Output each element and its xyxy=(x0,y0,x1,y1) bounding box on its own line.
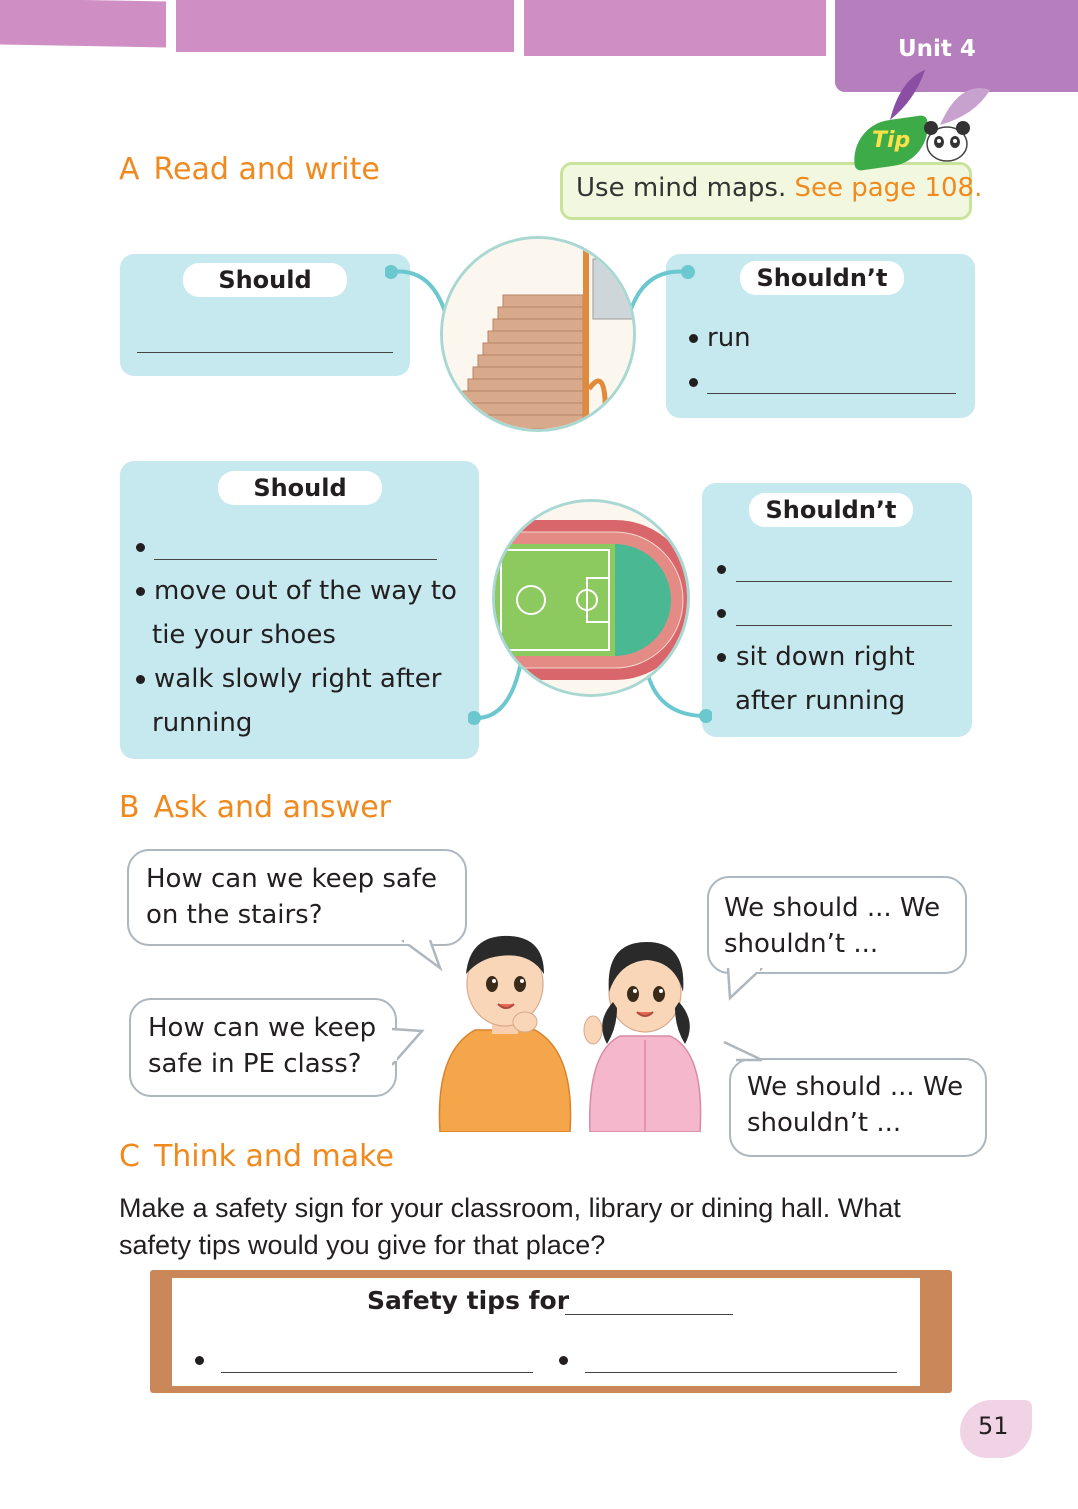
pe-should-heading: Should xyxy=(218,471,382,505)
bullet xyxy=(136,587,145,596)
stairs-shouldnt-heading: Shouldn’t xyxy=(740,261,904,295)
safety-sign-title: Safety tips for xyxy=(367,1286,570,1315)
tip-page-link[interactable]: See page 108. xyxy=(794,173,983,203)
stairs-shouldnt-item: run xyxy=(707,323,751,353)
section-c-title xyxy=(119,1139,394,1174)
bullet xyxy=(689,334,698,343)
bubble-line: shouldn’t ... xyxy=(724,929,879,959)
pe-should-item: walk slowly right after xyxy=(154,664,442,694)
unit-label: Unit 4 xyxy=(898,36,976,62)
bubble-line: How can we keep safe xyxy=(146,864,438,894)
answer-blank[interactable] xyxy=(565,1314,733,1315)
stairs-illustration xyxy=(440,236,636,432)
section-letter: A xyxy=(119,152,140,187)
tip-text xyxy=(576,173,982,203)
answer-blank[interactable] xyxy=(154,559,437,560)
sports-field-illustration xyxy=(492,499,690,697)
instruction-text: Make a safety sign for your classroom, library or dining hall. What safety tips would you give for that place? xyxy=(119,1193,901,1260)
pe-should-item: move out of the way to xyxy=(154,576,457,606)
answer-blank[interactable] xyxy=(707,393,956,394)
bubble-line: shouldn’t ... xyxy=(747,1108,902,1138)
bullet xyxy=(136,543,145,552)
tip-badge: Tip xyxy=(872,128,911,153)
section-b-title xyxy=(119,790,391,825)
section-letter: B xyxy=(119,790,140,825)
panda-icon xyxy=(922,118,972,164)
pe-shouldnt-item: after running xyxy=(735,686,906,716)
bullet xyxy=(717,565,726,574)
bubble-line: safe in PE class? xyxy=(148,1049,362,1079)
section-title-text: Ask and answer xyxy=(153,790,391,825)
pe-should-item: tie your shoes xyxy=(152,620,336,650)
pe-shouldnt-item: sit down right xyxy=(736,642,915,672)
tip-main-text: Use mind maps. xyxy=(576,173,787,203)
bullet xyxy=(136,675,145,684)
section-a-title xyxy=(119,152,380,187)
bullet xyxy=(195,1356,204,1365)
bullet xyxy=(559,1356,568,1365)
boy-illustration xyxy=(430,922,580,1132)
answer-blank[interactable] xyxy=(736,581,952,582)
pe-should-item: running xyxy=(152,708,253,738)
answer-blank[interactable] xyxy=(221,1372,533,1373)
bullet xyxy=(717,653,726,662)
section-title-text: Think and make xyxy=(153,1139,394,1174)
bullet xyxy=(717,609,726,618)
bubble-tail xyxy=(722,968,772,1002)
bullet xyxy=(689,378,698,387)
pe-shouldnt-heading: Shouldn’t xyxy=(749,493,913,527)
answer-blank[interactable] xyxy=(736,625,952,626)
bubble-line: How can we keep xyxy=(148,1013,377,1043)
answer-blank[interactable] xyxy=(137,352,393,353)
section-title-text: Read and write xyxy=(153,152,380,187)
bubble-line: We should ... We xyxy=(747,1072,964,1102)
stairs-should-heading: Should xyxy=(183,263,347,297)
connector-right xyxy=(640,670,712,725)
answer-blank[interactable] xyxy=(585,1372,897,1373)
bubble-tail xyxy=(392,1025,426,1069)
top-tab-2 xyxy=(176,0,514,52)
top-tab-3 xyxy=(524,0,826,56)
bubble-line: We should ... We xyxy=(724,893,941,923)
top-tab-1 xyxy=(0,0,166,47)
page-number: 51 xyxy=(978,1412,1009,1440)
section-letter: C xyxy=(119,1139,140,1174)
bubble-line: on the stairs? xyxy=(146,900,323,930)
girl-illustration xyxy=(575,932,715,1132)
